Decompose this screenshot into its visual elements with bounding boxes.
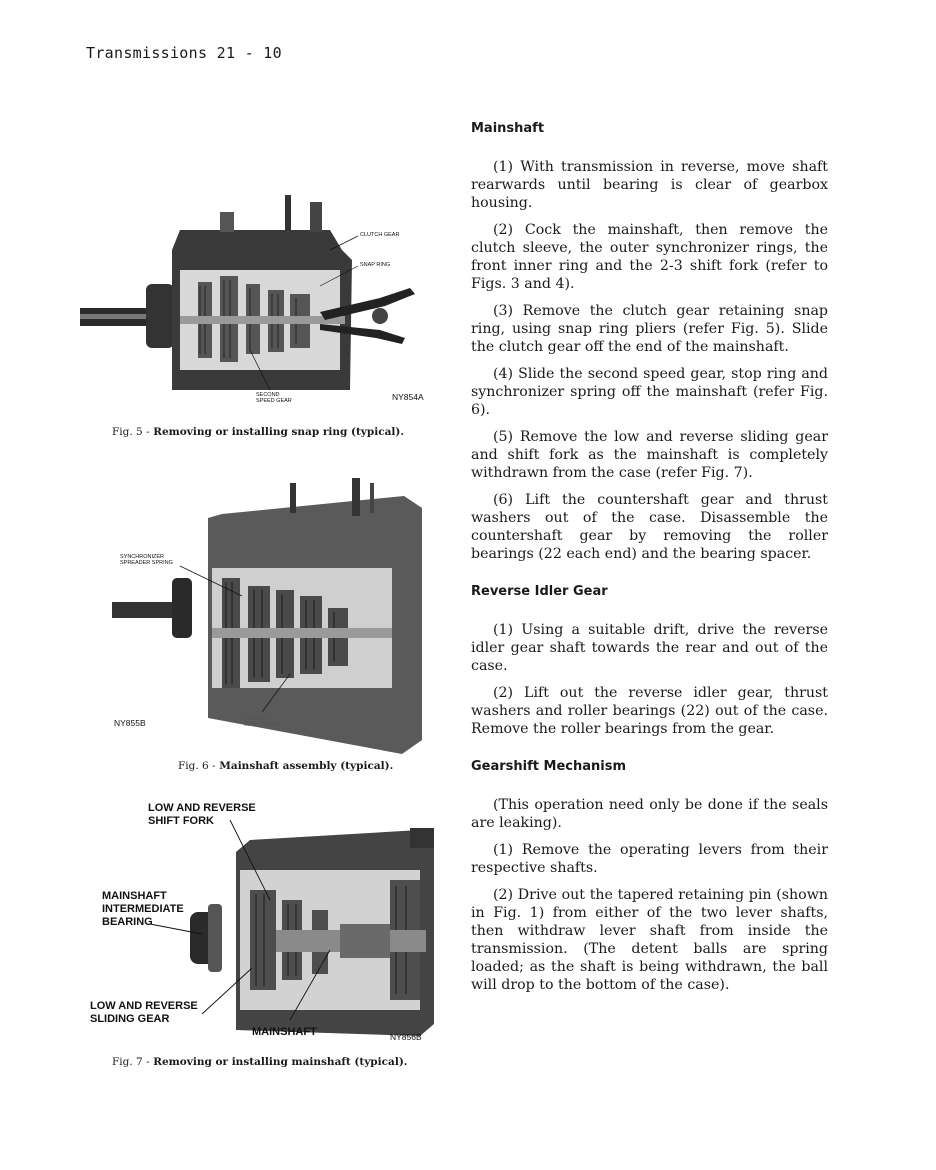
section-title-mainshaft: Mainshaft [471, 121, 545, 136]
figure-7-caption-prefix: Fig. 7 - [112, 1056, 150, 1068]
label-mainshaft-intermediate-bearing: MAINSHAFT INTERMEDIATE BEARING [102, 890, 184, 928]
figure-7-code: NY856B [390, 1032, 422, 1042]
label-mainshaft: MAINSHAFT [252, 1026, 317, 1038]
label-second-speed-gear: SECOND SPEED GEAR [244, 716, 280, 728]
label-clutch-gear: CLUTCH GEAR [360, 232, 400, 238]
figure-6-code: NY855B [114, 718, 146, 728]
figure-5-code: NY854A [392, 392, 424, 402]
label-low-reverse-sliding-gear: LOW AND REVERSE SLIDING GEAR [90, 1000, 198, 1025]
figure-5-caption-text: Removing or installing snap ring (typical). [153, 426, 405, 438]
figure-7-caption [112, 1056, 407, 1068]
figure-5-caption [112, 426, 404, 438]
instructions-column [471, 118, 828, 1003]
paragraph: (2) Drive out the tapered retaining pin (shown in Fig. 1) from either of the two lever shafts, then withdraw lever shaft from inside the transmission. (The detent balls are spring loaded; as the shaft is being withdrawn, the ball will drop to the bottom of the case). [471, 887, 828, 993]
paragraph: (5) Remove the low and reverse sliding gear and shift fork as the mainshaft is completely withdrawn from the case (refer Fig. 7). [471, 429, 828, 481]
paragraph: (1) Remove the operating levers from their respective shafts. [471, 842, 828, 876]
paragraph: (1) Using a suitable drift, drive the reverse idler gear shaft towards the rear and out of the case. [471, 622, 828, 674]
label-synchronizer-spreader-spring: SYNCHRONIZER SPREADER SPRING [120, 554, 173, 566]
paragraph: (3) Remove the clutch gear retaining snap ring, using snap ring pliers (refer Fig. 5). Slide the clutch gear off the end of the mainshaft. [471, 303, 828, 355]
section-title-reverse-idler-gear: Reverse Idler Gear [471, 584, 608, 599]
page-header: Transmissions 21 - 10 [86, 44, 282, 62]
paragraph: (2) Lift out the reverse idler gear, thrust washers and roller bearings (22) out of the case. Remove the roller bearings from the gear. [471, 685, 828, 737]
paragraph: (4) Slide the second speed gear, stop ring and synchronizer spring off the mainshaft (refer Fig. 6). [471, 366, 828, 418]
figure-6 [112, 478, 437, 758]
figure-7-caption-text: Removing or installing mainshaft (typical). [153, 1056, 408, 1068]
figure-5 [80, 190, 440, 415]
figure-5-caption-prefix: Fig. 5 - [112, 426, 150, 438]
paragraph: (1) With transmission in reverse, move shaft rearwards until bearing is clear of gearbox housing. [471, 159, 828, 211]
figure-6-caption-text: Mainshaft assembly (typical). [219, 760, 394, 772]
figure-6-caption-prefix: Fig. 6 - [178, 760, 216, 772]
paragraph: (This operation need only be done if the seals are leaking). [471, 797, 828, 831]
paragraph: (2) Cock the mainshaft, then remove the clutch sleeve, the outer synchronizer rings, the front inner ring and the 2-3 shift fork (refer to Figs. 3 and 4). [471, 222, 828, 292]
figure-7 [90, 800, 442, 1048]
label-snap-ring: SNAP RING [360, 262, 391, 268]
figure-6-caption [178, 760, 393, 772]
figure-5-illustration [80, 190, 440, 415]
paragraph: (6) Lift the countershaft gear and thrust washers out of the case. Disassemble the countershaft gear by removing the roller bearings (22 each end) and the bearing spacer. [471, 492, 828, 562]
label-low-reverse-shift-fork: LOW AND REVERSE SHIFT FORK [148, 802, 256, 827]
section-title-gearshift-mechanism: Gearshift Mechanism [471, 759, 626, 774]
label-second-speed-gear: SECOND SPEED GEAR [256, 392, 292, 404]
